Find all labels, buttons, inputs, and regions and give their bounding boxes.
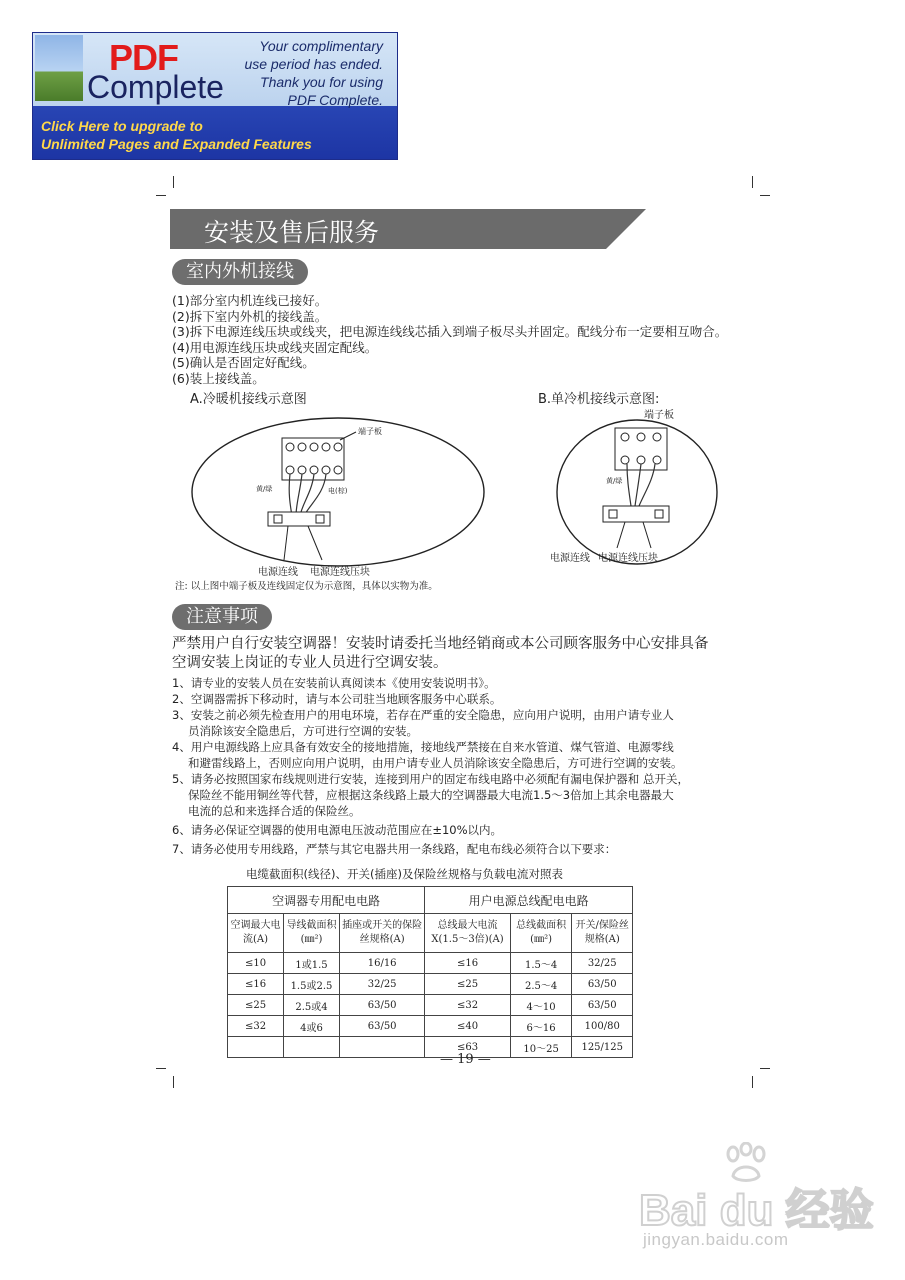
page-number: — 19 — xyxy=(440,1052,491,1067)
cable-spec-table xyxy=(227,886,633,1058)
table-caption: 电缆截面积(线径)、开关(插座)及保险丝规格与负载电流对照表 xyxy=(246,867,563,881)
step-line: (2)拆下室内外机的接线盖。 xyxy=(172,308,328,324)
diagram-b-power-wire-label: 电源连线 xyxy=(550,553,590,564)
step-line: (1)部分室内机连线已接好。 xyxy=(172,293,328,308)
watermark-brand: Bai du 经验 xyxy=(639,1186,874,1235)
table-group-left: 空调器专用配电电路 xyxy=(228,887,425,914)
table-row: ≤32 4或6 63/50 ≤40 6～16 100/80 xyxy=(228,1016,633,1037)
diagram-b-clamp-label: 电源连线压块 xyxy=(598,553,658,564)
list-item: 3、安装之前必须先检查用户的用电环境，若存在严重的安全隐患，应向用户说明，由用户请专业人 员消除该安全隐患后，方可进行空调的安装。 xyxy=(172,708,674,738)
crop-mark xyxy=(752,176,753,188)
step-line: (5)确认是否固定好配线。 xyxy=(172,355,315,370)
banner-message: Your complimentary use period has ended. Thank you for using PDF Complete. xyxy=(244,38,383,108)
pdf-complete-banner[interactable] xyxy=(32,32,398,160)
list-item: 7、请务必使用专用线路，严禁与其它电器共用一条线路，配电布线必须符合以下要求： xyxy=(172,842,617,856)
crop-mark xyxy=(156,1068,166,1069)
page-title: 安装及售后服务 xyxy=(204,218,380,247)
banner-photo xyxy=(35,35,83,101)
step-line: (6)装上接线盖。 xyxy=(172,370,265,386)
crop-mark xyxy=(760,195,770,196)
diagram-a-clamp-label: 电源连线压块 xyxy=(310,567,370,578)
step-line: (4)用电源连线压块或线夹固定配线。 xyxy=(172,339,378,355)
banner-logo-complete: Complete xyxy=(87,69,224,105)
table-header: 空调最大电流(A) xyxy=(228,914,284,953)
list-item: 6、请务必保证空调器的使用电源电压波动范围应在±10%以内。 xyxy=(172,823,503,837)
precautions-list xyxy=(172,675,689,857)
banner-logo-pdf: PDF xyxy=(109,37,178,78)
diagram-b-terminal-label: 端子板 xyxy=(644,410,674,421)
baidu-watermark xyxy=(639,1142,874,1262)
watermark-url: jingyan.baidu.com xyxy=(643,1230,789,1249)
page-title-bar xyxy=(170,209,646,249)
diagram-a-power-wire-label: 电源连线 xyxy=(258,567,298,578)
table-header: 导线截面积(㎜²) xyxy=(284,914,340,953)
list-item: 4、用户电源线路上应具备有效安全的接地措施，接地线严禁接在自来水管道、煤气管道、电源零线 和避雷线路上，否则应向用户说明，由用户请专业人员消除该安全隐患后，方可进行空调的安装。 xyxy=(172,740,683,770)
list-item: 5、请务必按照国家布线规则进行安装，连接到用户的固定布线电路中必须配有漏电保护器和 总开关， 保险丝不能用铜丝等代替，应根据这条线路上最大的空调器最大电流1.5～3倍加上其余电器最大 电流的总和来选择合适的保险丝。 xyxy=(172,772,689,818)
crop-mark xyxy=(173,1076,174,1088)
table-header: 总线截面积(㎜²) xyxy=(510,914,572,953)
table-row: ≤25 2.5或4 63/50 ≤32 4～10 63/50 xyxy=(228,995,633,1016)
list-item: 1、请专业的安装人员在安装前认真阅读本《使用安装说明书》。 xyxy=(172,676,496,690)
section-heading-wiring: 室内外机接线 xyxy=(172,259,308,285)
diagram-note: 注: 以上图中端子板及连线固定仅为示意图，具体以实物为准。 xyxy=(175,581,438,592)
crop-mark xyxy=(760,1068,770,1069)
crop-mark xyxy=(173,176,174,188)
table-group-right: 用户电源总线配电电路 xyxy=(425,887,633,914)
table-header: 插座或开关的保险丝规格(A) xyxy=(339,914,424,953)
wiring-steps xyxy=(172,293,727,386)
crop-mark xyxy=(156,195,166,196)
crop-mark xyxy=(752,1076,753,1088)
diagram-b-caption: B.单冷机接线示意图: xyxy=(538,392,660,407)
diagram-a-wire-label: 黄/绿 xyxy=(256,485,273,493)
list-item: 2、空调器需拆下移动时，请与本公司驻当地顾客服务中心联系。 xyxy=(172,692,502,706)
diagram-b-wire-label: 黄/绿 xyxy=(606,477,623,485)
table-header: 总线最大电流X(1.5～3倍)(A) xyxy=(425,914,510,953)
table-row: ≤10 1或1.5 16/16 ≤16 1.5～4 32/25 xyxy=(228,953,633,974)
banner-upgrade-link[interactable]: Click Here to upgrade to Unlimited Pages and Expanded Features xyxy=(41,118,312,152)
table-header: 开关/保险丝规格(A) xyxy=(572,914,633,953)
diagram-a-wiring xyxy=(190,412,490,580)
diagram-b-wiring xyxy=(555,418,719,568)
diagram-a-terminal-label: 端子板 xyxy=(358,427,382,436)
section-heading-precautions: 注意事项 xyxy=(172,604,272,630)
precautions-intro: 严禁用户自行安装空调器！安装时请委托当地经销商或本公司顾客服务中心安排具备 空调安装上岗证的专业人员进行空调安装。 xyxy=(172,636,709,671)
diagram-a-wire-label-2: 电(棕) xyxy=(328,487,348,495)
diagram-a-caption: A.冷暖机接线示意图 xyxy=(190,392,307,407)
table-row: ≤16 1.5或2.5 32/25 ≤25 2.5～4 63/50 xyxy=(228,974,633,995)
table-row: ≤63 10～25 125/125 xyxy=(228,1037,633,1058)
step-line: (3)拆下电源连线压块或线夹，把电源连线线芯插入到端子板尽头并固定。配线分布一定要相互吻合。 xyxy=(172,324,728,339)
